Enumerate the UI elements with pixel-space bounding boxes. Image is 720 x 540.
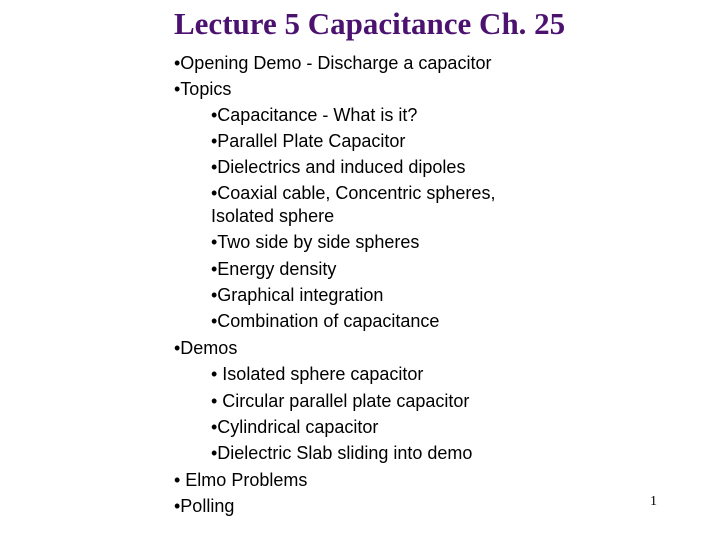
bullet-topics: •Topics <box>174 79 232 99</box>
subbullet-coaxial: •Coaxial cable, Concentric spheres, <box>211 183 496 203</box>
subbullet-parallel-plate: •Parallel Plate Capacitor <box>211 131 406 151</box>
subbullet-energy-density: •Energy density <box>211 259 337 279</box>
subbullet-cylindrical: •Cylindrical capacitor <box>211 417 379 437</box>
bullet-polling: •Polling <box>174 496 235 516</box>
subbullet-combination: •Combination of capacitance <box>211 311 440 331</box>
subbullet-dielectrics: •Dielectrics and induced dipoles <box>211 157 466 177</box>
subbullet-coaxial-continuation: Isolated sphere <box>211 206 335 226</box>
slide-title: Lecture 5 Capacitance Ch. 25 <box>174 6 566 41</box>
bullet-elmo-problems: • Elmo Problems <box>174 470 308 490</box>
page-number: 1 <box>650 494 657 509</box>
subbullet-dielectric-slab: •Dielectric Slab sliding into demo <box>211 443 473 463</box>
subbullet-graphical-integration: •Graphical integration <box>211 285 384 305</box>
subbullet-two-spheres: •Two side by side spheres <box>211 232 420 252</box>
bullet-opening-demo: •Opening Demo - Discharge a capacitor <box>174 53 492 73</box>
subbullet-circular-plate: • Circular parallel plate capacitor <box>211 391 470 411</box>
subbullet-capacitance: •Capacitance - What is it? <box>211 105 418 125</box>
subbullet-isolated-sphere: • Isolated sphere capacitor <box>211 364 424 384</box>
bullet-demos: •Demos <box>174 338 238 358</box>
